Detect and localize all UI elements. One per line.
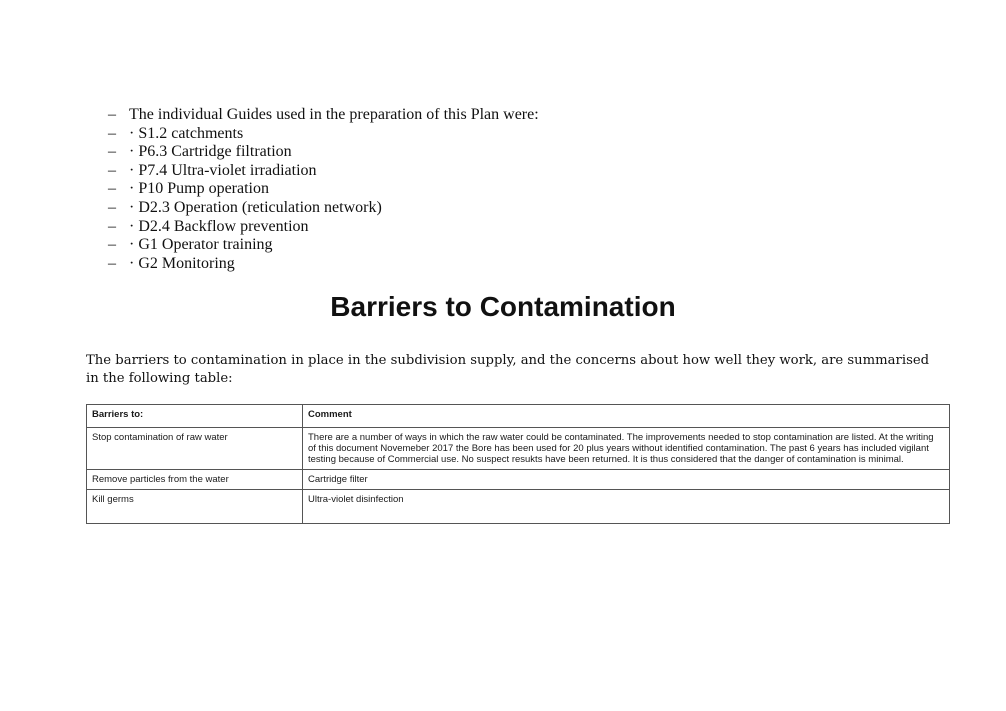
guides-list-item <box>108 162 539 181</box>
table-row <box>87 428 950 470</box>
dash-bullet: – <box>108 236 116 254</box>
guides-list <box>108 106 539 273</box>
guides-list-item <box>108 106 539 125</box>
guides-list-item-text: · G2 Monitoring <box>129 254 235 272</box>
dash-bullet: – <box>108 217 116 235</box>
column-header-barriers: Barriers to: <box>87 405 303 428</box>
barrier-cell: Stop contamination of raw water <box>87 428 303 470</box>
comment-cell: Ultra-violet disinfection <box>303 490 950 524</box>
guides-list-item-text: · G1 Operator training <box>129 236 273 254</box>
intro-paragraph: The barriers to contamination in place in the subdivision supply, and the concerns about how well they work, are summarised in the following table: <box>86 353 930 386</box>
guides-list-item <box>108 236 539 255</box>
dash-bullet: – <box>108 180 116 198</box>
table-header-row <box>87 405 950 428</box>
barriers-table <box>86 404 950 524</box>
guides-list-item-text: · D2.3 Operation (reticulation network) <box>129 198 382 216</box>
barrier-cell: Kill germs <box>87 490 303 524</box>
guides-list-item <box>108 218 539 237</box>
section-heading: Barriers to Contamination <box>330 291 676 322</box>
comment-cell: Cartridge filter <box>303 470 950 490</box>
guides-list-item-text: · P7.4 Ultra-violet irradiation <box>129 161 317 179</box>
table-row <box>87 470 950 490</box>
dash-bullet: – <box>108 254 116 272</box>
table-row <box>87 490 950 524</box>
column-header-comment: Comment <box>303 405 950 428</box>
guides-list-item-text: · P10 Pump operation <box>129 180 269 198</box>
guides-list-item-text: · D2.4 Backflow prevention <box>129 217 309 235</box>
comment-cell: There are a number of ways in which the raw water could be contaminated. The improvements needed to stop contamination are listed. At the writing of this document Novemeber 2017 the Bore has been used for 20 plus years without identified contamination. The past 6 years has included vigilant testing because of Commercial use. No suspect resukts have been returned. It is thus considered that the danger of contamination is minimal. <box>303 428 950 470</box>
guides-list-item <box>108 143 539 162</box>
guides-list-item <box>108 255 539 274</box>
guides-list-item <box>108 125 539 144</box>
guides-list-item-text: The individual Guides used in the preparation of this Plan were: <box>129 106 539 123</box>
dash-bullet: – <box>108 143 116 161</box>
guides-list-item <box>108 180 539 199</box>
guides-list-item <box>108 199 539 218</box>
dash-bullet: – <box>108 161 116 179</box>
dash-bullet: – <box>108 106 116 123</box>
dash-bullet: – <box>108 198 116 216</box>
barrier-cell: Remove particles from the water <box>87 470 303 490</box>
dash-bullet: – <box>108 124 116 142</box>
guides-list-item-text: · S1.2 catchments <box>129 124 244 142</box>
guides-list-item-text: · P6.3 Cartridge filtration <box>129 143 292 161</box>
